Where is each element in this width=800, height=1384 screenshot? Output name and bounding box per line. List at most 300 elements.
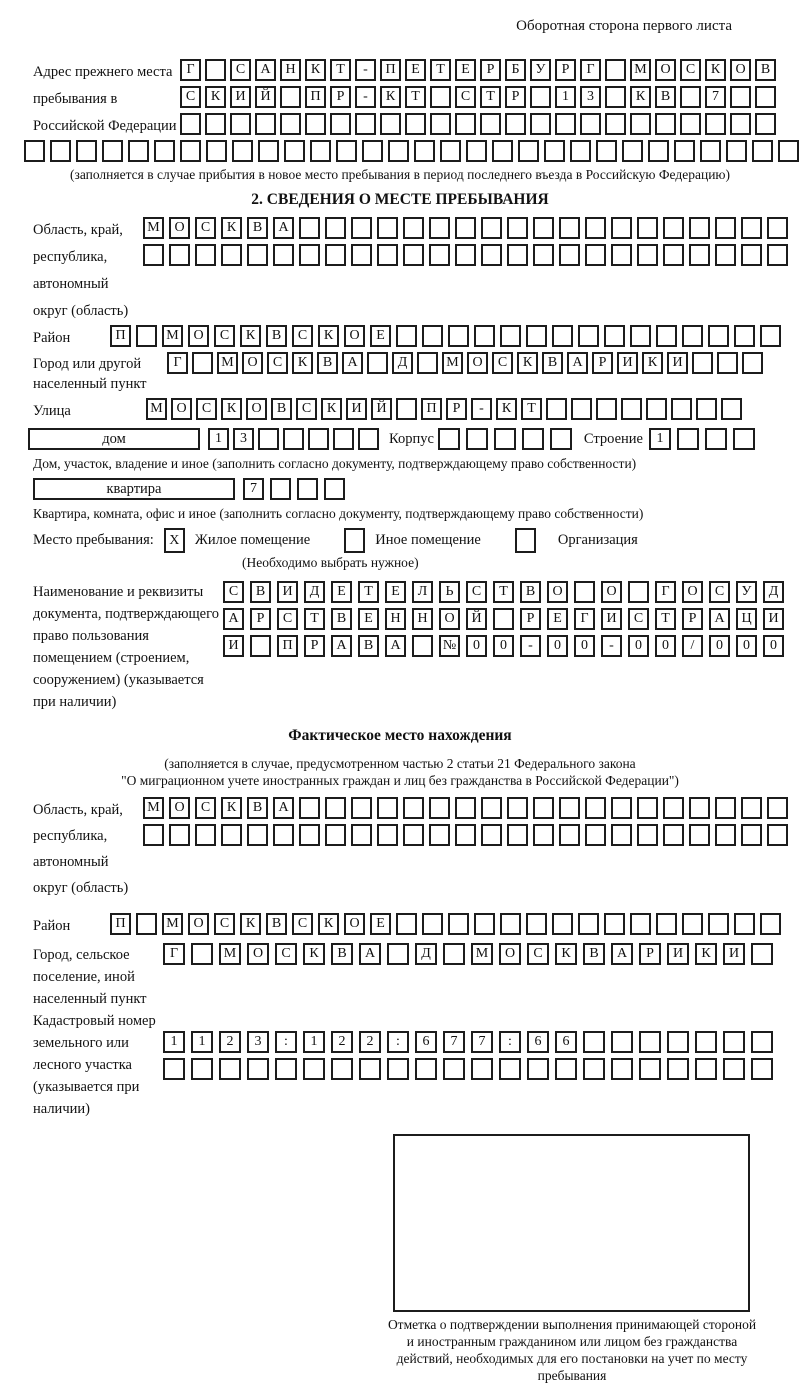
char-cell[interactable]: В xyxy=(247,217,268,239)
char-cell[interactable]: В xyxy=(271,398,292,420)
char-cell[interactable] xyxy=(639,1031,661,1053)
char-cell[interactable] xyxy=(499,1058,521,1080)
char-cell[interactable]: К xyxy=(221,398,242,420)
char-cell[interactable]: 2 xyxy=(359,1031,381,1053)
char-cell[interactable] xyxy=(380,113,401,135)
char-cell[interactable] xyxy=(325,217,346,239)
char-cell[interactable]: Г xyxy=(574,608,595,630)
char-cell[interactable]: 7 xyxy=(243,478,264,500)
char-cell[interactable] xyxy=(143,824,164,846)
char-cell[interactable]: И xyxy=(763,608,784,630)
char-cell[interactable] xyxy=(559,217,580,239)
char-cell[interactable] xyxy=(405,113,426,135)
char-cell[interactable] xyxy=(734,913,755,935)
char-cell[interactable] xyxy=(646,398,667,420)
char-cell[interactable]: Д xyxy=(415,943,437,965)
char-cell[interactable] xyxy=(351,824,372,846)
char-cell[interactable] xyxy=(76,140,97,162)
char-cell[interactable]: С xyxy=(466,581,487,603)
char-cell[interactable] xyxy=(751,1031,773,1053)
char-cell[interactable]: С xyxy=(455,86,476,108)
char-cell[interactable]: О xyxy=(467,352,488,374)
char-cell[interactable]: А xyxy=(273,797,294,819)
char-cell[interactable]: С xyxy=(292,325,313,347)
char-cell[interactable]: 3 xyxy=(247,1031,269,1053)
char-cell[interactable] xyxy=(526,913,547,935)
char-cell[interactable] xyxy=(455,217,476,239)
char-cell[interactable] xyxy=(559,797,580,819)
char-cell[interactable]: О xyxy=(344,325,365,347)
char-cell[interactable] xyxy=(333,428,354,450)
char-cell[interactable] xyxy=(689,217,710,239)
char-cell[interactable] xyxy=(680,113,701,135)
char-cell[interactable]: С xyxy=(275,943,297,965)
char-cell[interactable] xyxy=(755,86,776,108)
char-cell[interactable]: 0 xyxy=(736,635,757,657)
char-cell[interactable] xyxy=(417,352,438,374)
char-cell[interactable] xyxy=(555,113,576,135)
char-cell[interactable]: 6 xyxy=(415,1031,437,1053)
char-cell[interactable] xyxy=(571,398,592,420)
char-cell[interactable] xyxy=(299,797,320,819)
char-cell[interactable]: И xyxy=(667,352,688,374)
char-cell[interactable] xyxy=(303,1058,325,1080)
char-cell[interactable] xyxy=(663,244,684,266)
char-cell[interactable] xyxy=(715,824,736,846)
char-cell[interactable]: О xyxy=(242,352,263,374)
char-cell[interactable] xyxy=(559,244,580,266)
char-cell[interactable] xyxy=(533,217,554,239)
char-cell[interactable]: Т xyxy=(430,59,451,81)
char-cell[interactable]: С xyxy=(214,913,235,935)
char-cell[interactable] xyxy=(530,113,551,135)
char-cell[interactable] xyxy=(493,608,514,630)
char-cell[interactable]: О xyxy=(601,581,622,603)
char-cell[interactable] xyxy=(221,244,242,266)
char-cell[interactable] xyxy=(533,244,554,266)
char-cell[interactable]: О xyxy=(188,325,209,347)
char-cell[interactable]: А xyxy=(385,635,406,657)
char-cell[interactable]: А xyxy=(567,352,588,374)
char-cell[interactable]: О xyxy=(169,217,190,239)
char-cell[interactable]: Р xyxy=(555,59,576,81)
char-cell[interactable] xyxy=(611,217,632,239)
char-cell[interactable]: 0 xyxy=(547,635,568,657)
char-cell[interactable] xyxy=(507,797,528,819)
char-cell[interactable] xyxy=(429,244,450,266)
char-cell[interactable] xyxy=(143,244,164,266)
char-cell[interactable] xyxy=(358,428,379,450)
char-cell[interactable] xyxy=(611,1058,633,1080)
char-cell[interactable]: М xyxy=(471,943,493,965)
char-cell[interactable] xyxy=(741,797,762,819)
char-cell[interactable] xyxy=(192,352,213,374)
char-cell[interactable]: В xyxy=(247,797,268,819)
char-cell[interactable]: Г xyxy=(163,943,185,965)
char-cell[interactable] xyxy=(507,824,528,846)
char-cell[interactable]: С xyxy=(527,943,549,965)
char-cell[interactable]: Ь xyxy=(439,581,460,603)
char-cell[interactable] xyxy=(574,581,595,603)
char-cell[interactable]: 2 xyxy=(331,1031,353,1053)
char-cell[interactable] xyxy=(730,113,751,135)
char-cell[interactable] xyxy=(481,244,502,266)
char-cell[interactable] xyxy=(767,824,788,846)
char-cell[interactable]: С xyxy=(680,59,701,81)
char-cell[interactable] xyxy=(715,244,736,266)
char-cell[interactable]: М xyxy=(146,398,167,420)
char-cell[interactable]: К xyxy=(555,943,577,965)
char-cell[interactable] xyxy=(611,797,632,819)
char-cell[interactable]: Е xyxy=(331,581,352,603)
char-cell[interactable] xyxy=(637,797,658,819)
char-cell[interactable]: / xyxy=(682,635,703,657)
char-cell[interactable] xyxy=(169,824,190,846)
char-cell[interactable] xyxy=(351,217,372,239)
char-cell[interactable] xyxy=(527,1058,549,1080)
char-cell[interactable] xyxy=(325,244,346,266)
char-cell[interactable] xyxy=(637,244,658,266)
char-cell[interactable]: И xyxy=(230,86,251,108)
char-cell[interactable]: - xyxy=(601,635,622,657)
char-cell[interactable] xyxy=(663,217,684,239)
char-cell[interactable] xyxy=(605,59,626,81)
char-cell[interactable] xyxy=(596,398,617,420)
char-cell[interactable]: : xyxy=(499,1031,521,1053)
char-cell[interactable] xyxy=(396,913,417,935)
char-cell[interactable] xyxy=(751,1058,773,1080)
char-cell[interactable]: Н xyxy=(412,608,433,630)
char-cell[interactable] xyxy=(359,1058,381,1080)
char-cell[interactable]: - xyxy=(355,86,376,108)
char-cell[interactable]: Р xyxy=(250,608,271,630)
char-cell[interactable] xyxy=(191,943,213,965)
char-cell[interactable] xyxy=(611,244,632,266)
char-cell[interactable] xyxy=(136,325,157,347)
char-cell[interactable]: 1 xyxy=(163,1031,185,1053)
char-cell[interactable] xyxy=(195,244,216,266)
char-cell[interactable] xyxy=(723,1058,745,1080)
char-cell[interactable] xyxy=(530,86,551,108)
char-cell[interactable] xyxy=(429,824,450,846)
char-cell[interactable]: 0 xyxy=(628,635,649,657)
char-cell[interactable]: Е xyxy=(405,59,426,81)
char-cell[interactable]: С xyxy=(195,797,216,819)
char-cell[interactable]: С xyxy=(214,325,235,347)
char-cell[interactable]: П xyxy=(277,635,298,657)
char-cell[interactable] xyxy=(605,113,626,135)
char-cell[interactable]: В xyxy=(655,86,676,108)
char-cell[interactable]: - xyxy=(520,635,541,657)
char-cell[interactable] xyxy=(611,824,632,846)
char-cell[interactable] xyxy=(297,478,318,500)
char-cell[interactable] xyxy=(455,113,476,135)
char-cell[interactable]: 7 xyxy=(471,1031,493,1053)
char-cell[interactable] xyxy=(273,244,294,266)
char-cell[interactable]: В xyxy=(331,943,353,965)
char-cell[interactable]: 0 xyxy=(574,635,595,657)
char-cell[interactable] xyxy=(412,635,433,657)
char-cell[interactable]: С xyxy=(230,59,251,81)
char-cell[interactable] xyxy=(355,113,376,135)
char-cell[interactable]: В xyxy=(250,581,271,603)
char-cell[interactable] xyxy=(481,217,502,239)
char-cell[interactable]: К xyxy=(630,86,651,108)
char-cell[interactable] xyxy=(715,797,736,819)
char-cell[interactable]: О xyxy=(344,913,365,935)
char-cell[interactable]: Й xyxy=(466,608,487,630)
char-cell[interactable]: М xyxy=(162,913,183,935)
char-cell[interactable] xyxy=(622,140,643,162)
char-cell[interactable]: Г xyxy=(180,59,201,81)
char-cell[interactable]: 1 xyxy=(555,86,576,108)
char-cell[interactable] xyxy=(206,140,227,162)
char-cell[interactable] xyxy=(507,217,528,239)
char-cell[interactable] xyxy=(621,398,642,420)
char-cell[interactable] xyxy=(443,1058,465,1080)
char-cell[interactable] xyxy=(663,797,684,819)
char-cell[interactable] xyxy=(605,86,626,108)
char-cell[interactable]: Н xyxy=(280,59,301,81)
char-cell[interactable] xyxy=(656,325,677,347)
char-cell[interactable]: К xyxy=(221,217,242,239)
checkbox-residential[interactable]: X xyxy=(164,528,185,553)
char-cell[interactable] xyxy=(448,913,469,935)
char-cell[interactable]: В xyxy=(266,913,287,935)
char-cell[interactable] xyxy=(455,824,476,846)
char-cell[interactable] xyxy=(741,217,762,239)
char-cell[interactable]: О xyxy=(247,943,269,965)
char-cell[interactable]: В xyxy=(755,59,776,81)
char-cell[interactable]: Е xyxy=(455,59,476,81)
char-cell[interactable] xyxy=(778,140,799,162)
char-cell[interactable] xyxy=(689,244,710,266)
char-cell[interactable] xyxy=(275,1058,297,1080)
char-cell[interactable] xyxy=(708,913,729,935)
char-cell[interactable] xyxy=(396,398,417,420)
char-cell[interactable]: К xyxy=(496,398,517,420)
char-cell[interactable] xyxy=(692,352,713,374)
char-cell[interactable] xyxy=(585,797,606,819)
char-cell[interactable] xyxy=(128,140,149,162)
char-cell[interactable]: С xyxy=(180,86,201,108)
char-cell[interactable] xyxy=(674,140,695,162)
char-cell[interactable]: К xyxy=(695,943,717,965)
char-cell[interactable] xyxy=(422,913,443,935)
char-cell[interactable] xyxy=(448,325,469,347)
char-cell[interactable]: Й xyxy=(371,398,392,420)
char-cell[interactable]: Р xyxy=(480,59,501,81)
char-cell[interactable]: П xyxy=(110,913,131,935)
char-cell[interactable]: Г xyxy=(580,59,601,81)
char-cell[interactable]: А xyxy=(273,217,294,239)
char-cell[interactable]: 6 xyxy=(555,1031,577,1053)
char-cell[interactable]: М xyxy=(162,325,183,347)
char-cell[interactable] xyxy=(533,824,554,846)
char-cell[interactable]: О xyxy=(188,913,209,935)
char-cell[interactable] xyxy=(656,913,677,935)
char-cell[interactable]: 0 xyxy=(466,635,487,657)
char-cell[interactable]: В xyxy=(583,943,605,965)
char-cell[interactable] xyxy=(767,217,788,239)
char-cell[interactable]: И xyxy=(277,581,298,603)
char-cell[interactable] xyxy=(50,140,71,162)
char-cell[interactable]: И xyxy=(223,635,244,657)
char-cell[interactable]: К xyxy=(205,86,226,108)
char-cell[interactable] xyxy=(741,824,762,846)
char-cell[interactable] xyxy=(250,635,271,657)
char-cell[interactable] xyxy=(630,113,651,135)
char-cell[interactable]: : xyxy=(275,1031,297,1053)
char-cell[interactable] xyxy=(299,217,320,239)
char-cell[interactable]: Р xyxy=(592,352,613,374)
char-cell[interactable]: Т xyxy=(405,86,426,108)
char-cell[interactable] xyxy=(367,352,388,374)
char-cell[interactable]: Р xyxy=(505,86,526,108)
char-cell[interactable] xyxy=(583,1031,605,1053)
char-cell[interactable] xyxy=(415,1058,437,1080)
char-cell[interactable] xyxy=(648,140,669,162)
char-cell[interactable] xyxy=(102,140,123,162)
char-cell[interactable]: Д xyxy=(392,352,413,374)
char-cell[interactable]: Д xyxy=(304,581,325,603)
char-cell[interactable] xyxy=(585,217,606,239)
char-cell[interactable] xyxy=(377,824,398,846)
char-cell[interactable] xyxy=(667,1058,689,1080)
char-cell[interactable] xyxy=(677,428,699,450)
char-cell[interactable]: Б xyxy=(505,59,526,81)
char-cell[interactable] xyxy=(708,325,729,347)
char-cell[interactable]: Й xyxy=(255,86,276,108)
char-cell[interactable] xyxy=(700,140,721,162)
char-cell[interactable]: Г xyxy=(655,581,676,603)
char-cell[interactable]: О xyxy=(730,59,751,81)
char-cell[interactable] xyxy=(377,217,398,239)
char-cell[interactable] xyxy=(351,244,372,266)
char-cell[interactable]: Е xyxy=(547,608,568,630)
char-cell[interactable] xyxy=(299,824,320,846)
char-cell[interactable]: 1 xyxy=(303,1031,325,1053)
char-cell[interactable]: 2 xyxy=(219,1031,241,1053)
char-cell[interactable] xyxy=(480,113,501,135)
char-cell[interactable] xyxy=(689,797,710,819)
char-cell[interactable] xyxy=(273,824,294,846)
char-cell[interactable]: П xyxy=(305,86,326,108)
char-cell[interactable] xyxy=(734,325,755,347)
char-cell[interactable]: Т xyxy=(480,86,501,108)
char-cell[interactable]: О xyxy=(171,398,192,420)
char-cell[interactable]: С xyxy=(195,217,216,239)
char-cell[interactable]: А xyxy=(331,635,352,657)
char-cell[interactable] xyxy=(195,824,216,846)
char-cell[interactable]: И xyxy=(667,943,689,965)
char-cell[interactable] xyxy=(180,113,201,135)
char-cell[interactable] xyxy=(324,478,345,500)
char-cell[interactable] xyxy=(283,428,304,450)
char-cell[interactable] xyxy=(585,244,606,266)
char-cell[interactable]: Р xyxy=(520,608,541,630)
char-cell[interactable] xyxy=(270,478,291,500)
char-cell[interactable] xyxy=(604,325,625,347)
char-cell[interactable] xyxy=(422,325,443,347)
char-cell[interactable] xyxy=(742,352,763,374)
char-cell[interactable]: Р xyxy=(330,86,351,108)
char-cell[interactable] xyxy=(555,1058,577,1080)
char-cell[interactable] xyxy=(628,581,649,603)
char-cell[interactable] xyxy=(403,217,424,239)
char-cell[interactable]: Е xyxy=(358,608,379,630)
char-cell[interactable] xyxy=(255,113,276,135)
char-cell[interactable] xyxy=(550,428,572,450)
char-cell[interactable] xyxy=(136,913,157,935)
char-cell[interactable]: С xyxy=(296,398,317,420)
char-cell[interactable]: Ц xyxy=(736,608,757,630)
char-cell[interactable]: Е xyxy=(385,581,406,603)
char-cell[interactable] xyxy=(752,140,773,162)
char-cell[interactable] xyxy=(429,797,450,819)
char-cell[interactable]: М xyxy=(143,797,164,819)
char-cell[interactable]: 1 xyxy=(208,428,229,450)
char-cell[interactable]: М xyxy=(630,59,651,81)
char-cell[interactable]: В xyxy=(266,325,287,347)
char-cell[interactable]: О xyxy=(246,398,267,420)
char-cell[interactable]: К xyxy=(642,352,663,374)
char-cell[interactable] xyxy=(611,1031,633,1053)
char-cell[interactable]: О xyxy=(655,59,676,81)
char-cell[interactable] xyxy=(474,325,495,347)
char-cell[interactable] xyxy=(663,824,684,846)
char-cell[interactable] xyxy=(351,797,372,819)
char-cell[interactable] xyxy=(247,244,268,266)
char-cell[interactable]: А xyxy=(611,943,633,965)
char-cell[interactable]: - xyxy=(355,59,376,81)
char-cell[interactable]: В xyxy=(542,352,563,374)
char-cell[interactable] xyxy=(414,140,435,162)
char-cell[interactable] xyxy=(221,824,242,846)
char-cell[interactable] xyxy=(330,113,351,135)
char-cell[interactable] xyxy=(705,113,726,135)
char-cell[interactable] xyxy=(655,113,676,135)
char-cell[interactable] xyxy=(741,244,762,266)
char-cell[interactable] xyxy=(280,113,301,135)
checkbox-other-premises[interactable] xyxy=(344,528,365,553)
char-cell[interactable]: И xyxy=(601,608,622,630)
char-cell[interactable] xyxy=(533,797,554,819)
char-cell[interactable] xyxy=(583,1058,605,1080)
char-cell[interactable] xyxy=(507,244,528,266)
char-cell[interactable] xyxy=(362,140,383,162)
char-cell[interactable] xyxy=(205,59,226,81)
char-cell[interactable] xyxy=(696,398,717,420)
char-cell[interactable]: Д xyxy=(763,581,784,603)
char-cell[interactable] xyxy=(403,244,424,266)
char-cell[interactable] xyxy=(466,428,488,450)
char-cell[interactable] xyxy=(325,797,346,819)
char-cell[interactable]: Т xyxy=(521,398,542,420)
char-cell[interactable] xyxy=(639,1058,661,1080)
char-cell[interactable]: 3 xyxy=(233,428,254,450)
char-cell[interactable]: С xyxy=(292,913,313,935)
char-cell[interactable] xyxy=(308,428,329,450)
char-cell[interactable]: П xyxy=(421,398,442,420)
char-cell[interactable] xyxy=(630,913,651,935)
char-cell[interactable]: № xyxy=(439,635,460,657)
char-cell[interactable] xyxy=(717,352,738,374)
char-cell[interactable]: К xyxy=(318,325,339,347)
char-cell[interactable] xyxy=(552,325,573,347)
char-cell[interactable]: В xyxy=(358,635,379,657)
char-cell[interactable]: К xyxy=(305,59,326,81)
